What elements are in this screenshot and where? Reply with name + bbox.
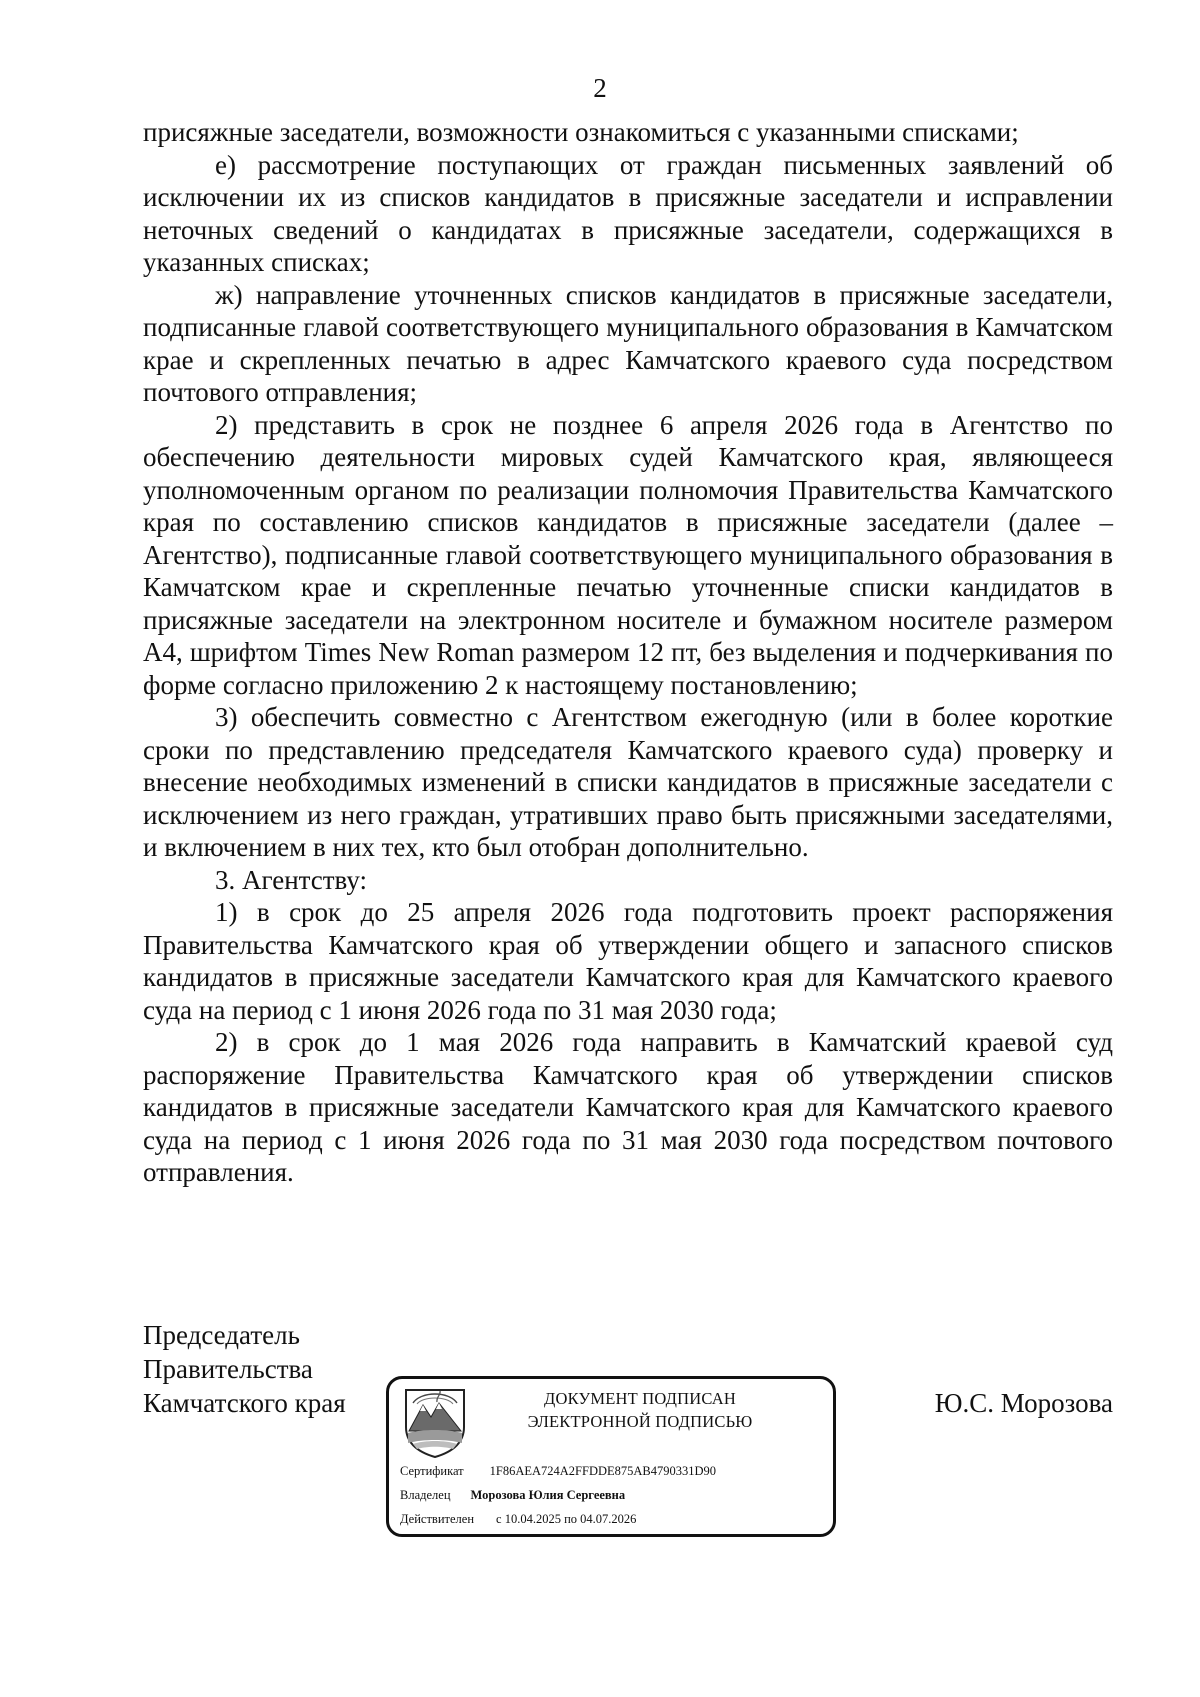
stamp-owner-value: Морозова Юлия Сергеевна (470, 1488, 626, 1502)
page-number: 2 (593, 73, 607, 103)
stamp-validity-value: с 10.04.2025 по 04.07.2026 (496, 1512, 637, 1526)
electronic-signature-stamp (386, 1376, 836, 1537)
signer-title-line: Правительства (143, 1354, 313, 1384)
signer-title-line: Камчатского края (143, 1388, 346, 1418)
body-paragraph: е) рассмотрение поступающих от граждан письменных заявлений об исключении их из списков кандидатов в присяжные заседатели и исправлении неточных сведений о кандидатах в присяжные заседатели, содержащихся в указанных списках; (143, 149, 1113, 277)
body-paragraph: присяжные заседатели, возможности ознакомиться с указанными списками; (143, 117, 1019, 147)
body-paragraph: ж) направление уточненных списков кандидатов в присяжные заседатели, подписанные главой соответствующего муниципального образования в Камчатском крае и скрепленных печатью в адрес Камчатского краевого суда посредством почтового отправления; (143, 279, 1113, 407)
stamp-validity-row (400, 1512, 636, 1527)
body-paragraph: 1) в срок до 25 апреля 2026 года подготовить проект распоряжения Правительства Камчатского края об утверждении общего и запасного списков кандидатов в присяжные заседатели Камчатского края для Камчатского краевого суда на период с 1 июня 2026 года по 31 мая 2030 года; (143, 897, 1113, 1025)
signer-name: Ю.С. Морозова (934, 1388, 1113, 1418)
stamp-owner-label: Владелец (400, 1488, 451, 1502)
stamp-certificate-row (400, 1464, 716, 1479)
stamp-certificate-label: Сертификат (400, 1464, 464, 1478)
document-body (143, 116, 1113, 1189)
stamp-certificate-value: 1F86AEA724A2FFDDE875AB4790331D90 (489, 1464, 717, 1478)
body-paragraph: 2) представить в срок не позднее 6 апреля 2026 года в Агентство по обеспечению деятельности мировых судей Камчатского края, являющееся уполномоченным органом по реализации полномочия Правительства Камчатского края по составлению списков кандидатов в присяжные заседатели (далее – Агентство), подписанные главой соответствующего муниципального образования в Камчатском крае и скрепленные печатью уточненные списки кандидатов в присяжные заседатели на электронном носителе и бумажном носителе размером А4, шрифтом Times New Roman размером 12 пт, без выделения и подчеркивания по форме согласно приложению 2 к настоящему постановлению; (143, 409, 1113, 700)
stamp-header-line: ДОКУМЕНТ ПОДПИСАН (544, 1389, 736, 1408)
stamp-header-line: ЭЛЕКТРОННОЙ ПОДПИСЬЮ (527, 1412, 753, 1431)
body-paragraph: 2) в срок до 1 мая 2026 года направить в Камчатский краевой суд распоряжение Правительства Камчатского края об утверждении списков кандидатов в присяжные заседатели Камчатского края для Камчатского краевого суда на период с 1 июня 2026 года по 31 мая 2030 года посредством почтового отправления. (143, 1027, 1113, 1187)
signer-title (143, 1318, 346, 1420)
body-paragraph: 3. Агентству: (215, 864, 368, 895)
stamp-validity-label: Действителен (400, 1512, 475, 1526)
kamchatka-coat-of-arms-icon (403, 1387, 467, 1459)
stamp-owner-row (400, 1488, 625, 1503)
body-paragraph: 3) обеспечить совместно с Агентством ежегодную (или в более короткие сроки по представлению председателя Камчатского краевого суда) проверку и внесение необходимых изменений в списки кандидатов в присяжные заседатели с исключением из него граждан, утративших право быть присяжными заседателями, и включением в них тех, кто был отобран дополнительно. (143, 702, 1113, 862)
signer-title-line: Председатель (143, 1320, 300, 1350)
